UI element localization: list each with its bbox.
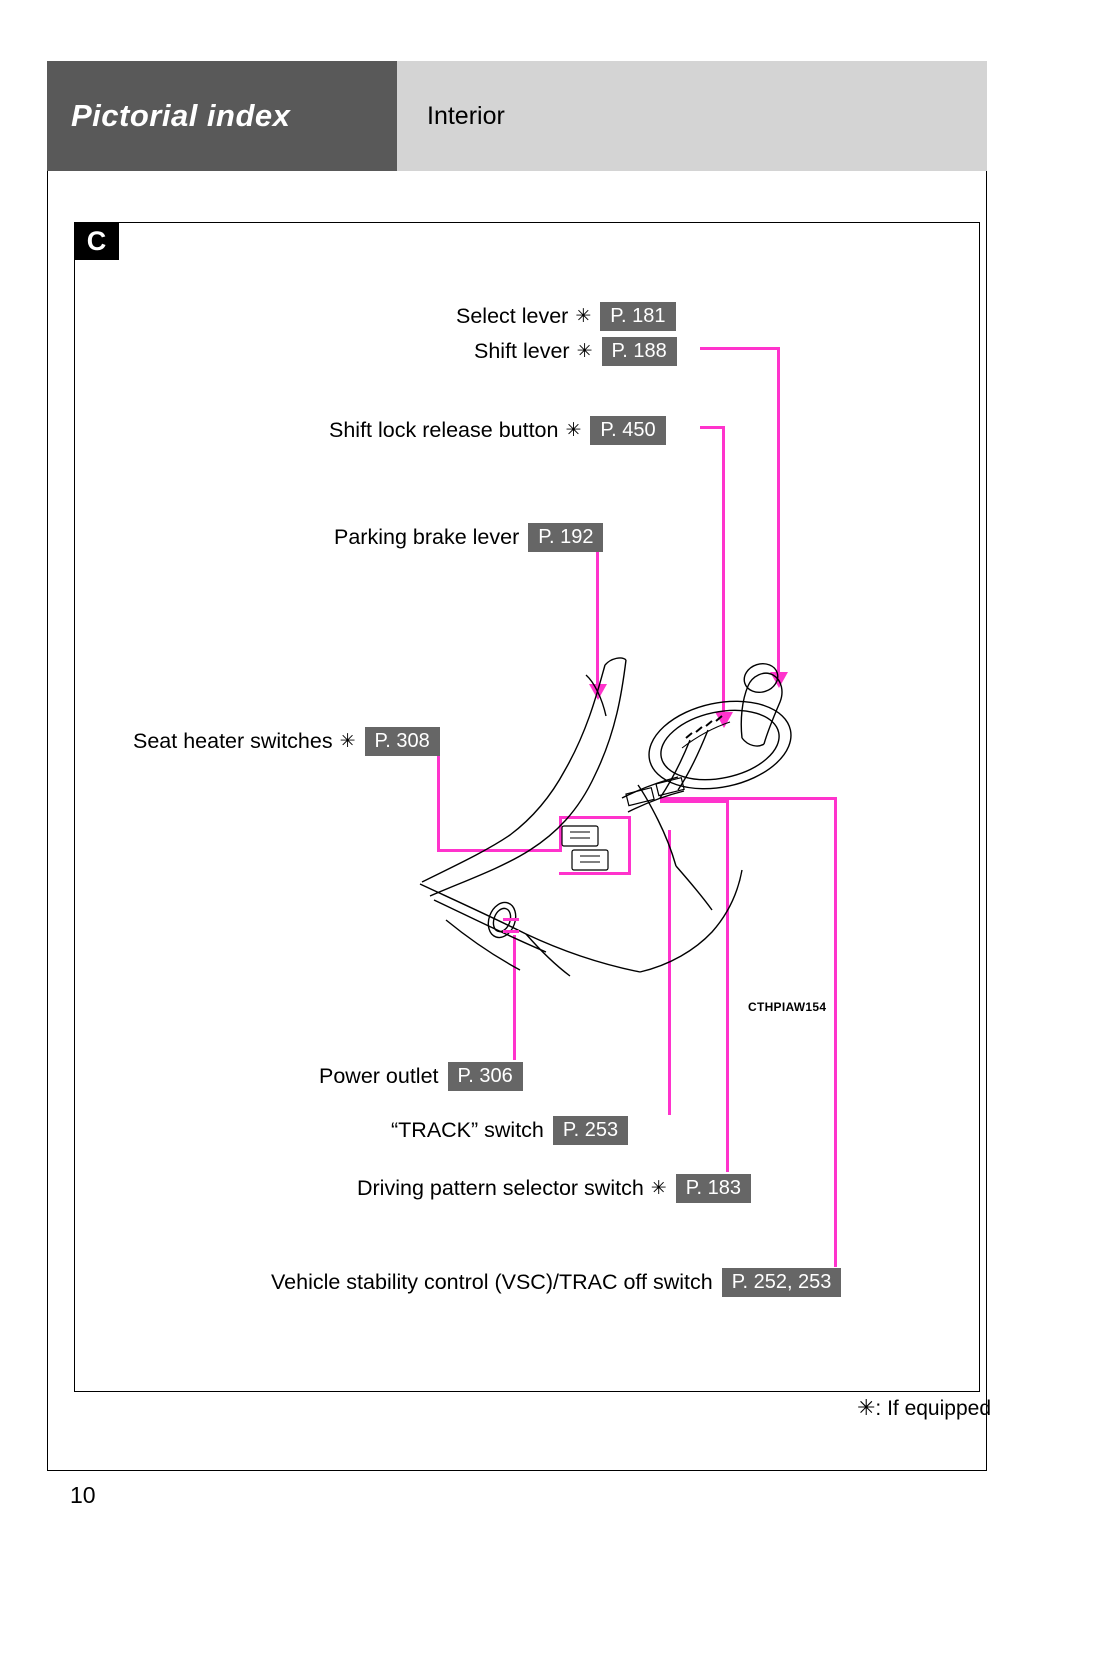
footnote-if-equipped (857, 1395, 991, 1421)
leader-line-shift-lever-h (700, 347, 780, 350)
callout-vsc-trac-off-switch (271, 1268, 841, 1297)
callout-label: Driving pattern selector switch (357, 1175, 644, 1200)
page-reference[interactable]: P. 252, 253 (722, 1268, 842, 1297)
asterisk-icon: ✳ (565, 420, 582, 441)
callout-parking-brake-lever (334, 523, 603, 552)
callout-label: Seat heater switches (133, 728, 333, 753)
leader-highlight-power-outlet (503, 918, 519, 921)
asterisk-icon: ✳ (575, 306, 592, 327)
page-header (47, 61, 987, 171)
callout-driving-pattern-selector-switch (357, 1174, 751, 1203)
callout-track-switch (391, 1116, 628, 1145)
asterisk-icon: ✳ (576, 341, 593, 362)
callout-shift-lock-release-button (329, 416, 666, 445)
asterisk-icon: ✳ (339, 731, 356, 752)
artwork-code: CTHPIAW154 (748, 1000, 827, 1014)
callout-select-lever (456, 302, 676, 331)
page-reference[interactable]: P. 308 (365, 727, 440, 756)
asterisk-icon: ✳ (650, 1178, 667, 1199)
page-reference[interactable]: P. 188 (602, 337, 677, 366)
section-badge-c: C (74, 222, 119, 260)
callout-seat-heater-switches (133, 727, 440, 756)
page-number: 10 (70, 1482, 96, 1508)
callout-label: Select lever (456, 303, 569, 328)
callout-shift-lever (474, 337, 677, 366)
header-tab-pictorial-index: Pictorial index (47, 61, 397, 171)
page-reference[interactable]: P. 450 (590, 416, 665, 445)
page-reference[interactable]: P. 253 (553, 1116, 628, 1145)
callout-label: Shift lever (474, 338, 570, 363)
callout-label: “TRACK” switch (391, 1117, 544, 1142)
callout-label: Shift lock release button (329, 417, 559, 442)
page-reference[interactable]: P. 192 (528, 523, 603, 552)
leader-highlight-power-outlet2 (503, 930, 519, 933)
callout-label: Parking brake lever (334, 524, 520, 549)
page-reference[interactable]: P. 183 (676, 1174, 751, 1203)
header-section-interior: Interior (397, 61, 987, 171)
callout-label: Power outlet (319, 1063, 439, 1088)
asterisk-icon: ✳ (856, 1395, 876, 1420)
page-reference[interactable]: P. 306 (448, 1062, 523, 1091)
interior-console-illustration (390, 620, 890, 1040)
footnote-text: : If equipped (875, 1397, 991, 1420)
callout-label: Vehicle stability control (VSC)/TRAC off switch (271, 1269, 713, 1294)
page-reference[interactable]: P. 181 (600, 302, 675, 331)
callout-power-outlet (319, 1062, 523, 1091)
